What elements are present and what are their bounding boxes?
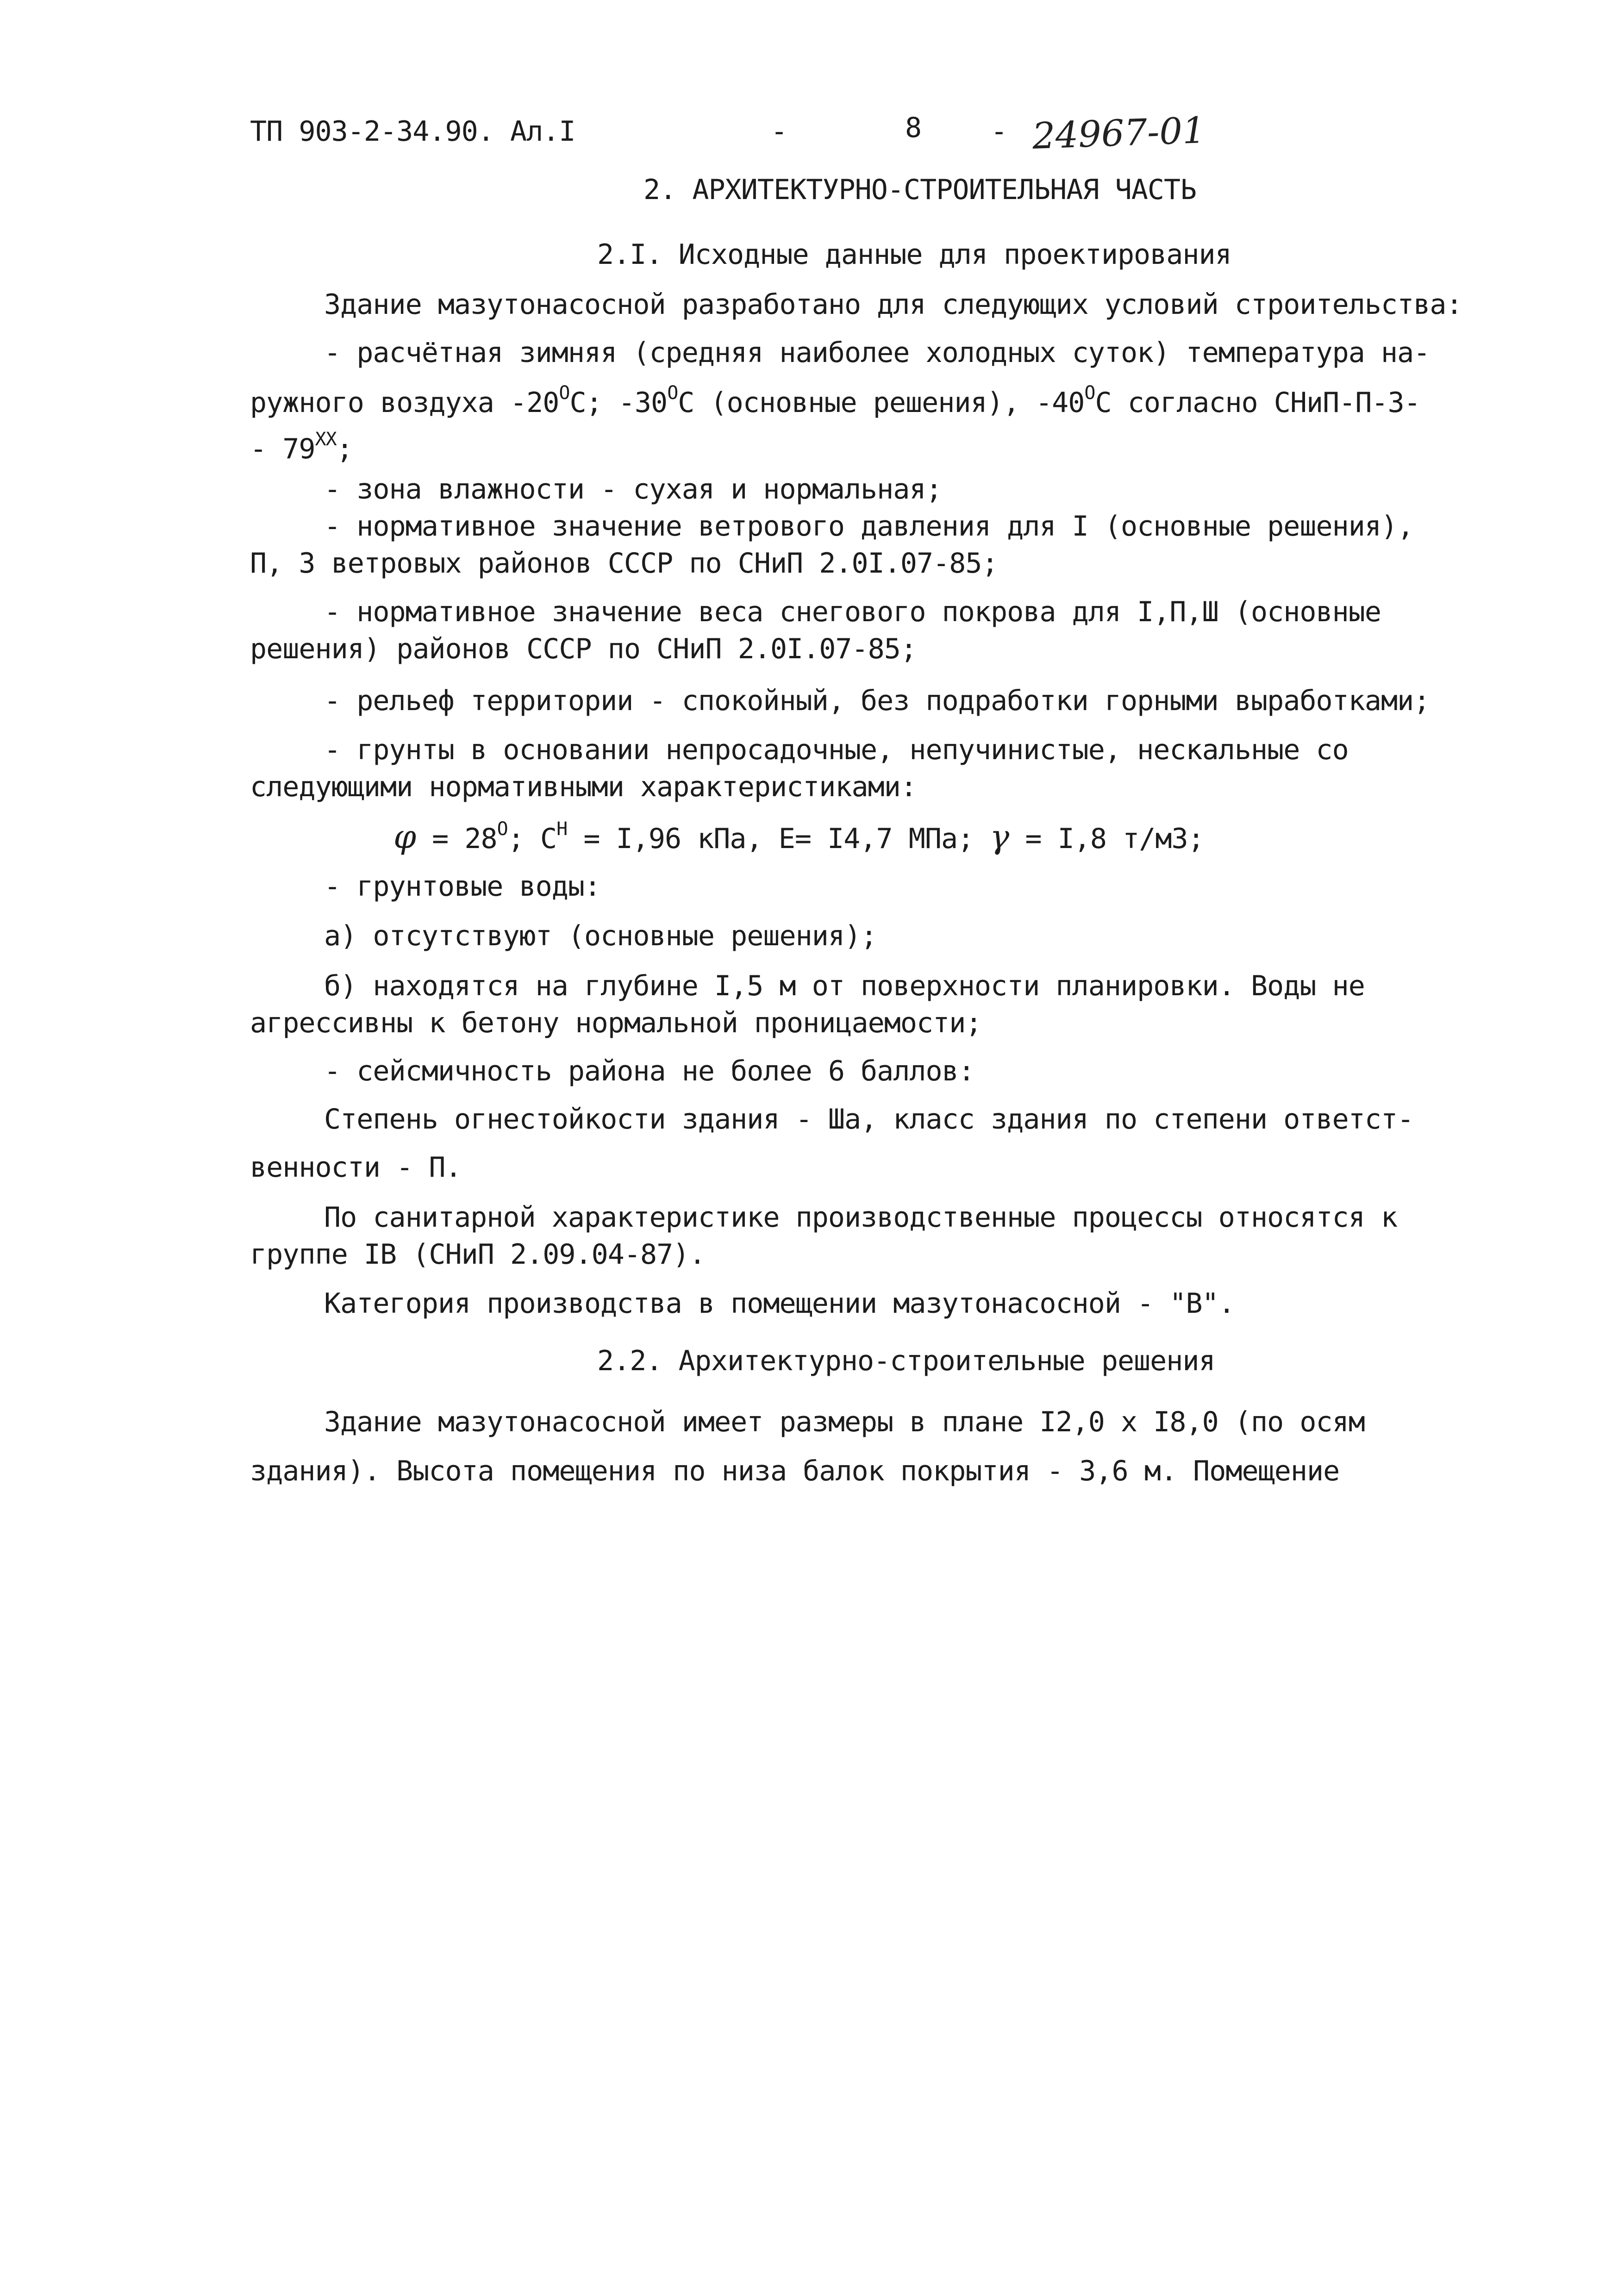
paragraph-building-line1: Здание мазутонасосной имеет размеры в плане I2,0 х I8,0 (по осям [324, 1406, 1365, 1438]
degree-sign: O [667, 382, 678, 404]
paragraph-sanitary-line2: группе IВ (СНиП 2.09.04-87). [250, 1238, 706, 1271]
paragraph-building-line2: здания). Высота помещения по низа балок покрытия - 3,6 м. Помещение [250, 1455, 1340, 1487]
temperature-text-e: - 79 [250, 433, 315, 465]
groundwater-option-b-line2: агрессивны к бетону нормальной проницаемости; [250, 1007, 982, 1039]
superscript-xx: XX [315, 429, 337, 450]
document-code: ТП 903-2-34.90. Ал.I [250, 115, 575, 148]
subsection-title-2-1: 2.I. Исходные данные для проектирования [597, 238, 1231, 271]
gamma-value: = I,8 т/м3; [1009, 823, 1204, 855]
temperature-text-c: С (основные решения), -40 [678, 387, 1085, 419]
phi-value: = 28 [416, 823, 497, 855]
gamma-symbol: γ [990, 818, 1009, 856]
subsection-title-2-2: 2.2. Архитектурно-строительные решения [597, 1345, 1215, 1377]
paragraph-category: Категория производства в помещении мазутонасосной - "В". [324, 1287, 1235, 1320]
page-number: 8 [905, 112, 922, 144]
list-item-humidity: - зона влажности - сухая и нормальная; [324, 473, 942, 505]
paragraph-fire-line2: венности - П. [250, 1151, 462, 1184]
temperature-text-a: ружного воздуха -20 [250, 387, 559, 419]
list-item-soil-line1: - грунты в основании непросадочные, непучинистые, нескальные со [324, 734, 1349, 766]
list-item-temperature-line1: - расчётная зимняя (средняя наиболее холодных суток) температура на- [324, 337, 1430, 369]
phi-symbol: φ [394, 818, 416, 856]
degree-sign: O [497, 818, 508, 840]
paragraph-sanitary-line1: По санитарной характеристике производственные процессы относятся к [324, 1201, 1398, 1234]
paragraph-fire-line1: Степень огнестойкости здания - Ша, класс здания по степени ответст- [324, 1103, 1414, 1136]
soil-formula [394, 818, 1204, 861]
degree-sign: O [559, 382, 570, 404]
header-dash-left: - [771, 115, 787, 148]
list-item-soil-line2: следующими нормативными характеристиками: [250, 771, 917, 803]
temperature-text-f: ; [336, 433, 353, 465]
cohesion-superscript: Н [556, 818, 568, 840]
list-item-relief: - рельеф территории - спокойный, без подработки горными выработками; [324, 685, 1430, 717]
temperature-text-b: С; -30 [569, 387, 668, 419]
list-item-wind-line1: - нормативное значение ветрового давления для I (основные решения), [324, 510, 1414, 543]
groundwater-option-a: а) отсутствуют (основные решения); [324, 920, 877, 952]
header-dash-right: - [991, 115, 1007, 148]
handwritten-inventory-number: 24967-01 [1031, 109, 1206, 157]
section-title: 2. АРХИТЕКТУРНО-СТРОИТЕЛЬНАЯ ЧАСТЬ [643, 174, 1197, 206]
list-item-wind-line2: П, 3 ветровых районов СССР по СНиП 2.0I.07-85; [250, 547, 998, 580]
list-item-seismic: - сейсмичность района не более 6 баллов: [324, 1055, 974, 1087]
formula-values: = I,96 кПа, Е= I4,7 МПа; [567, 823, 990, 855]
list-item-groundwater: - грунтовые воды: [324, 870, 601, 903]
degree-sign: O [1084, 382, 1095, 404]
paragraph-intro: Здание мазутонасосной разработано для следующих условий строительства: [324, 288, 1462, 321]
list-item-snow-line1: - нормативное значение веса снегового покрова для I,П,Ш (основные [324, 596, 1381, 628]
cohesion-label: ; С [507, 823, 557, 855]
temperature-text-d: С согласно СНиП-П-3- [1095, 387, 1420, 419]
list-item-temperature-line3 [250, 430, 353, 471]
groundwater-option-b-line1: б) находятся на глубине I,5 м от поверхности планировки. Воды не [324, 970, 1365, 1002]
list-item-snow-line2: решения) районов СССР по СНиП 2.0I.07-85; [250, 633, 917, 665]
list-item-temperature-line2 [250, 384, 1420, 424]
